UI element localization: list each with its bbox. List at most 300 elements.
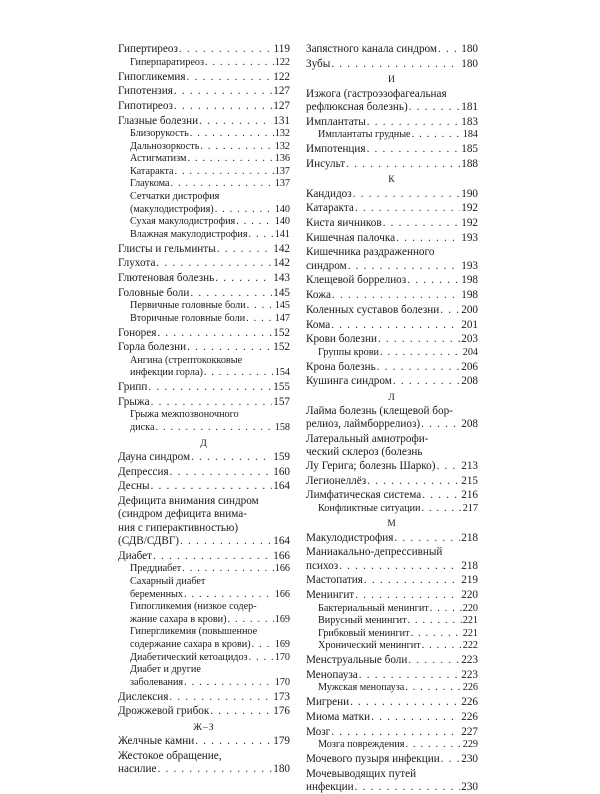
- page-number: 180: [461, 58, 478, 70]
- page-number: 145: [273, 286, 290, 299]
- entry-name: Глютеновая болезнь: [118, 272, 215, 285]
- page-number: 159: [273, 450, 290, 463]
- dot-leader: [184, 589, 274, 602]
- index-entry: [306, 188, 478, 201]
- dot-leader: [422, 489, 460, 502]
- page-number: 127: [273, 100, 290, 112]
- entry-name: Мозг: [306, 725, 331, 738]
- entry-name: Грибковый менингит: [318, 627, 410, 639]
- index-entry: [118, 705, 290, 718]
- dot-leader: [380, 347, 462, 360]
- entry-name: Гипогликемия: [118, 70, 186, 83]
- entry-name: Кома: [306, 318, 331, 331]
- index-entry: [118, 451, 290, 464]
- index-subentry: [118, 216, 290, 229]
- section-letter: И: [388, 74, 396, 86]
- index-entry: [306, 217, 478, 230]
- entry-name: Дислексия: [118, 690, 169, 703]
- entry-name: Гипотиреоз: [118, 100, 173, 112]
- index-subentry: [118, 563, 290, 576]
- page-number: 160: [273, 465, 290, 478]
- index-entry: [306, 333, 478, 346]
- entry-name: Киста яичников: [306, 216, 382, 229]
- page-number: 219: [461, 574, 478, 587]
- dot-leader: [407, 274, 460, 287]
- entry-name: беременных: [130, 588, 183, 600]
- page-number: 136: [274, 153, 290, 165]
- index-subentry: [118, 204, 290, 217]
- entry-name: Гиперпаратиреоз: [130, 56, 204, 68]
- page-number: 122: [274, 56, 290, 68]
- dot-leader: [441, 753, 461, 766]
- entry-name: Глухота: [118, 257, 156, 270]
- index-entry: [118, 691, 290, 704]
- page-number: 230: [461, 780, 478, 793]
- entry-name: Желчные камни: [118, 735, 195, 748]
- dot-leader: [346, 158, 460, 171]
- entry-name: Макулодистрофия: [306, 531, 394, 544]
- page-number: 218: [461, 559, 478, 572]
- entry-name: Мужская менопауза: [318, 682, 405, 694]
- dot-leader: [332, 289, 460, 302]
- page-number: 122: [273, 70, 290, 83]
- entry-name: Хронический менингит: [318, 640, 421, 652]
- dot-leader: [190, 128, 274, 141]
- index-entry: [306, 475, 478, 488]
- dot-leader: [331, 319, 460, 332]
- entry-name: Конфликтные ситуации: [318, 502, 421, 514]
- index-entry: [306, 319, 478, 332]
- entry-name: инфекции: [306, 780, 354, 793]
- entry-name: Десны: [118, 480, 150, 493]
- dot-leader: [190, 287, 272, 300]
- index-subentry: [118, 166, 290, 179]
- dot-leader: [205, 57, 274, 70]
- page-number: 192: [461, 216, 478, 229]
- dot-leader: [157, 763, 272, 776]
- entry-name: Менингит: [306, 589, 355, 602]
- dot-leader: [187, 153, 273, 166]
- entry-name: Крона болезнь: [306, 360, 376, 373]
- page-number: 220: [462, 602, 478, 614]
- dot-leader: [182, 563, 274, 576]
- entry-name: синдром: [306, 259, 347, 272]
- page-number: 164: [273, 480, 290, 493]
- index-subentry: [118, 614, 290, 627]
- dot-leader: [421, 503, 461, 516]
- entry-name: Лимфатическая система: [306, 489, 422, 502]
- page-number: 127: [273, 85, 290, 98]
- index-subentry: [118, 639, 290, 652]
- dot-leader: [348, 260, 461, 273]
- index-entry: [306, 418, 478, 431]
- index-subentry: [306, 129, 478, 142]
- index-entry: [306, 43, 478, 56]
- page-number: 185: [461, 143, 478, 156]
- page-number: 176: [273, 705, 290, 718]
- page-number: 131: [273, 114, 290, 127]
- index-entry: [306, 489, 478, 502]
- entry-name: Астигматизм: [130, 153, 187, 165]
- entry-name: Мигрени: [306, 696, 350, 709]
- dot-leader: [217, 243, 273, 256]
- index-entry: [306, 58, 478, 71]
- page-number: 229: [462, 738, 478, 750]
- entry-name: (СДВ/СДВГ): [118, 535, 180, 548]
- page-number: 166: [274, 588, 290, 600]
- page-number: 198: [461, 274, 478, 287]
- index-entry: [118, 466, 290, 479]
- dot-leader: [408, 615, 462, 628]
- dot-leader: [367, 475, 460, 488]
- entry-name: заболевания: [130, 676, 184, 688]
- index-entry: [306, 101, 478, 114]
- index-entry: [306, 753, 478, 766]
- dot-leader: [394, 532, 460, 545]
- dot-leader: [180, 535, 272, 548]
- index-entry: [306, 560, 478, 573]
- dot-leader: [170, 466, 273, 479]
- page-number: 227: [461, 725, 478, 738]
- index-entry: [306, 143, 478, 156]
- entry-name: Гипотензия: [118, 85, 173, 98]
- dot-leader: [184, 677, 274, 690]
- page-number: 181: [461, 101, 478, 114]
- entry-name: Первичные головные боли: [130, 300, 246, 312]
- index-subentry: [118, 178, 290, 191]
- index-entry: [306, 260, 478, 273]
- entry-name: содержание сахара в крови): [130, 638, 251, 650]
- dot-leader: [228, 614, 274, 627]
- dot-leader: [355, 781, 461, 794]
- index-entry: [118, 480, 290, 493]
- index-subentry: [118, 153, 290, 166]
- entry-name: Преддиабет: [130, 563, 182, 575]
- index-entry: [306, 711, 478, 724]
- dot-leader: [438, 43, 460, 56]
- page-number: 215: [461, 474, 478, 487]
- page-number: 220: [461, 589, 478, 602]
- index-subentry: [118, 300, 290, 313]
- dot-leader: [355, 202, 460, 215]
- entry-name: Сухая макулодистрофия: [130, 216, 236, 228]
- index-entry: [306, 116, 478, 129]
- index-left-column: [118, 42, 290, 777]
- entry-name: рефлюксная болезнь): [306, 101, 408, 114]
- page-number: 157: [273, 396, 290, 409]
- dot-leader: [187, 71, 273, 84]
- dot-leader: [215, 204, 274, 217]
- dot-leader: [252, 639, 274, 652]
- dot-leader: [174, 85, 272, 98]
- index-subentry: [118, 141, 290, 154]
- dot-leader: [150, 480, 272, 493]
- entry-name: Дальнозоркость: [130, 140, 200, 152]
- page-number: 169: [274, 613, 290, 625]
- dot-leader: [175, 166, 274, 179]
- dot-leader: [393, 375, 460, 388]
- dot-leader: [331, 58, 460, 71]
- page-number: 193: [461, 231, 478, 244]
- index-subentry: [118, 589, 290, 602]
- dot-leader: [383, 217, 461, 230]
- index-entry: [118, 85, 290, 98]
- entry-name: Гипертиреоз: [118, 43, 178, 56]
- entry-name: Грипп: [118, 381, 148, 394]
- entry-name: Дрожжевой грибок: [118, 705, 210, 718]
- page-number: 145: [274, 300, 290, 312]
- dot-leader: [367, 143, 461, 156]
- dot-leader: [156, 257, 272, 270]
- dot-leader: [436, 460, 460, 473]
- entry-name: Депрессия: [118, 465, 169, 478]
- page-number: 230: [461, 752, 478, 765]
- entry-name: Клещевой боррелиоз: [306, 274, 407, 287]
- dot-leader: [408, 654, 460, 667]
- page-number: 221: [462, 615, 478, 627]
- page-number: 158: [274, 422, 290, 434]
- page-number: 190: [461, 187, 478, 200]
- entry-name: Менопауза: [306, 668, 358, 681]
- dot-leader: [359, 669, 461, 682]
- dot-leader: [148, 381, 272, 394]
- page-number: 226: [461, 710, 478, 723]
- page-number: 208: [461, 375, 478, 388]
- dot-leader: [215, 272, 272, 285]
- dot-leader: [353, 188, 461, 201]
- entry-name: Имплантаты: [306, 115, 366, 128]
- page-number: 226: [461, 696, 478, 709]
- index-entry: [306, 375, 478, 388]
- page-number: 198: [461, 289, 478, 302]
- index-entry: [306, 669, 478, 682]
- page-number: 141: [274, 228, 290, 240]
- entry-name: Вирусный менингит: [318, 615, 407, 627]
- entry-name: Менструальные боли: [306, 654, 408, 667]
- index-subentry: [118, 652, 290, 665]
- dot-leader: [171, 178, 274, 191]
- dot-leader: [236, 216, 273, 229]
- dot-leader: [153, 550, 272, 563]
- index-right-column: [306, 42, 478, 794]
- page-number: 213: [461, 459, 478, 472]
- dot-leader: [440, 304, 460, 317]
- page-number: 173: [273, 690, 290, 703]
- index-entry: [306, 274, 478, 287]
- page-number: 142: [273, 242, 290, 255]
- dot-leader: [396, 232, 460, 245]
- entry-name: Горла болезни: [118, 341, 187, 354]
- index-entry: [306, 574, 478, 587]
- entry-name: Влажная макулодистрофия: [130, 228, 248, 240]
- index-entry: [118, 341, 290, 354]
- index-entry: [306, 304, 478, 317]
- entry-name: Запястного канала синдром: [306, 43, 438, 56]
- page-number: 137: [274, 178, 290, 190]
- dot-leader: [247, 300, 274, 313]
- index-subentry: [118, 677, 290, 690]
- entry-name: Диабет: [118, 549, 152, 562]
- index-subentry: [118, 313, 290, 326]
- dot-leader: [204, 367, 274, 380]
- dot-leader: [367, 116, 460, 129]
- page-number: 184: [462, 129, 478, 141]
- index-entry: [306, 202, 478, 215]
- index-subentry: [306, 640, 478, 653]
- page-number: 193: [461, 259, 478, 272]
- index-entry: [118, 257, 290, 270]
- entry-name: психоз: [306, 559, 339, 572]
- entry-name: Имплантаты грудные: [318, 129, 411, 141]
- page-number: 206: [461, 360, 478, 373]
- dot-leader: [199, 115, 272, 128]
- entry-name: Глаукома: [130, 178, 170, 190]
- section-letter: Ж–З: [193, 721, 215, 733]
- index-entry-line: Кишечника раздраженного: [306, 246, 435, 259]
- index-entry-line: Изжога (гастроэзофагеальная: [306, 87, 447, 100]
- page-number: 132: [274, 140, 290, 152]
- entry-name: Глазные болезни: [118, 114, 199, 127]
- section-letter: М: [387, 518, 397, 530]
- index-subentry: [118, 128, 290, 141]
- dot-leader: [355, 589, 460, 602]
- index-entry: [118, 327, 290, 340]
- index-entry-line: ния с гиперактивностью): [118, 521, 239, 534]
- index-subentry: [118, 367, 290, 380]
- page-number: 203: [461, 333, 478, 346]
- dot-leader: [422, 640, 462, 653]
- page-number: 154: [274, 367, 290, 379]
- index-entry-line: Маниакально-депрессивный: [306, 546, 443, 559]
- entry-name: Мозга повреждения: [318, 738, 405, 750]
- page-number: 200: [461, 303, 478, 316]
- page-number: 201: [461, 318, 478, 331]
- index-entry: [118, 115, 290, 128]
- index-entry: [306, 532, 478, 545]
- page-number: 140: [274, 216, 290, 228]
- dot-leader: [246, 313, 274, 326]
- index-entry: [306, 289, 478, 302]
- dot-leader: [249, 229, 274, 242]
- dot-leader: [378, 333, 460, 346]
- page-number: 170: [274, 651, 290, 663]
- index-subentry-line: Грыжа межпозвоночного: [130, 409, 239, 421]
- index-entry: [118, 381, 290, 394]
- page-number: 183: [461, 115, 478, 128]
- page-number: 140: [274, 203, 290, 215]
- entry-name: Близорукость: [130, 128, 189, 140]
- page-number: 188: [461, 157, 478, 170]
- index-entry-line: Латеральный амиотрофи-: [306, 433, 429, 446]
- entry-name: Головные боли: [118, 286, 190, 299]
- entry-name: Диабетический кетоацидоз: [130, 651, 248, 663]
- index-entry-line: Дефицита внимания синдром: [118, 495, 259, 508]
- index-entry: [118, 735, 290, 748]
- entry-name: Бактериальный менингит: [318, 602, 429, 614]
- index-entry-line: Жестокое обращение,: [118, 749, 222, 762]
- page-number: 180: [273, 763, 290, 776]
- index-entry: [306, 158, 478, 171]
- index-entry: [306, 361, 478, 374]
- page-number: 226: [462, 682, 478, 694]
- entry-name: Мастопатия: [306, 574, 363, 587]
- page-number: 180: [461, 43, 478, 56]
- index-entry: [118, 396, 290, 409]
- dot-leader: [409, 101, 461, 114]
- page-number: 164: [273, 535, 290, 548]
- entry-name: (макулодистрофия): [130, 203, 214, 215]
- index-subentry: [306, 503, 478, 516]
- page-number: 152: [273, 326, 290, 339]
- entry-name: Импотенция: [306, 143, 366, 156]
- index-entry-line: Мочевыводящих путей: [306, 767, 417, 780]
- page-number: 222: [462, 640, 478, 652]
- dot-leader: [151, 396, 273, 409]
- entry-name: Зубы: [306, 58, 331, 70]
- index-entry: [118, 272, 290, 285]
- entry-name: Гонорея: [118, 326, 157, 339]
- index-subentry-line: Гипогликемия (низкое содер-: [130, 601, 257, 613]
- index-entry: [118, 100, 290, 113]
- index-subentry: [306, 347, 478, 360]
- index-entry: [306, 726, 478, 739]
- dot-leader: [157, 327, 272, 340]
- dot-leader: [210, 705, 272, 718]
- entry-name: Кишечная палочка: [306, 231, 396, 244]
- page-number: 132: [274, 128, 290, 140]
- dot-leader: [350, 696, 460, 709]
- section-letter: Д: [200, 437, 208, 449]
- entry-name: Лу Герига; болезнь Шарко): [306, 459, 436, 472]
- index-subentry: [306, 628, 478, 641]
- dot-leader: [331, 726, 460, 739]
- entry-name: Крови болезни: [306, 333, 377, 346]
- dot-leader: [412, 129, 462, 142]
- index-entry: [118, 43, 290, 56]
- index-entry: [118, 71, 290, 84]
- entry-name: Инсульт: [306, 157, 346, 170]
- index-entry-line: ческий склероз (болезнь: [306, 446, 423, 459]
- entry-name: Кушинга синдром: [306, 375, 392, 388]
- entry-name: Группы крови: [318, 346, 379, 358]
- entry-name: диска: [130, 422, 155, 434]
- dot-leader: [371, 711, 460, 724]
- page-number: 147: [274, 312, 290, 324]
- page-number: 169: [274, 638, 290, 650]
- index-subentry-line: Ангина (стрептококковые: [130, 354, 243, 366]
- index-entry: [306, 781, 478, 794]
- index-subentry: [306, 682, 478, 695]
- page-number: 166: [274, 563, 290, 575]
- page-number: 166: [273, 549, 290, 562]
- dot-leader: [364, 574, 460, 587]
- page-number: 223: [461, 654, 478, 667]
- dot-leader: [169, 691, 272, 704]
- dot-leader: [191, 451, 272, 464]
- dot-leader: [421, 418, 460, 431]
- entry-name: Катаракта: [306, 202, 354, 215]
- page-number: 142: [273, 257, 290, 270]
- index-entry: [306, 232, 478, 245]
- index-subentry-line: Диабет и другие: [130, 664, 201, 676]
- page-number: 216: [461, 489, 478, 502]
- entry-name: Миома матки: [306, 710, 371, 723]
- entry-name: Кандидоз: [306, 187, 352, 200]
- page-number: 223: [461, 668, 478, 681]
- section-letter: Л: [388, 391, 396, 403]
- index-entry: [306, 460, 478, 473]
- index-entry: [306, 589, 478, 602]
